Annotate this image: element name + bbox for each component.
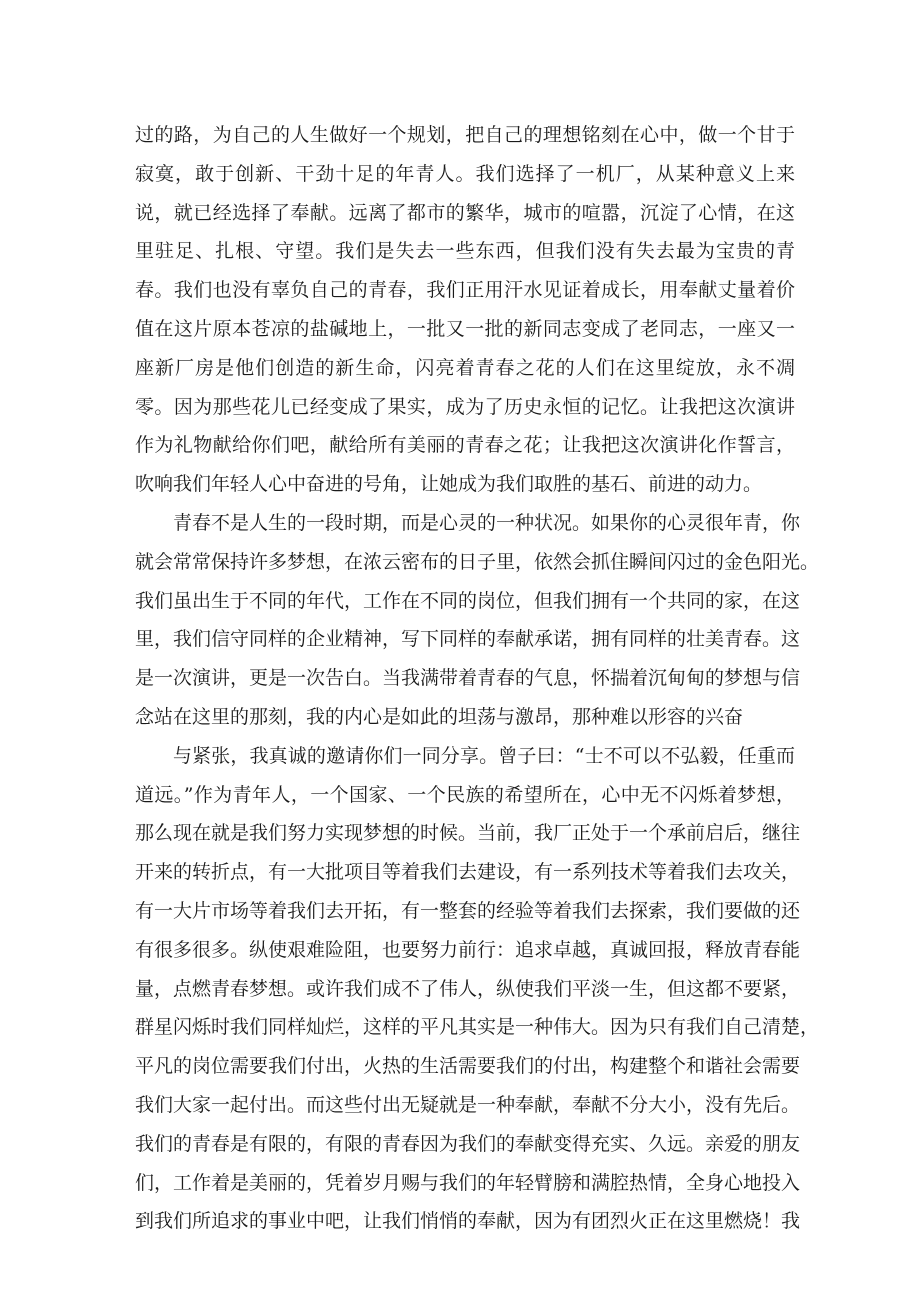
text-line: 念站在这里的那刻，我的内心是如此的坦荡与激昂，那种难以形容的兴奋	[135, 705, 744, 728]
text-line: 座新厂房是他们创造的新生命，闪亮着青春之花的人们在这里绽放，永不凋	[135, 356, 795, 379]
text-line: 到我们所追求的事业中吧，让我们悄悄的奉献，因为有团烈火正在这里燃烧！我	[135, 1210, 801, 1233]
text-line: 就会常常保持许多梦想，在浓云密布的日子里，依然会抓住瞬间闪过的金色阳光。	[135, 550, 820, 573]
paragraph-3	[135, 737, 820, 1241]
text-line: 们，工作着是美丽的，凭着岁月赐与我们的年轻臂膀和满腔热情，全身心地投入	[135, 1171, 801, 1194]
text-line: 与紧张，我真诚的邀请你们一同分享。曾子曰：“士不可以不弘毅，任重而	[173, 744, 795, 767]
text-line: 青春不是人生的一段时期，而是心灵的一种状况。如果你的心灵很年青，你	[173, 511, 801, 534]
text-line: 春。我们也没有辜负自己的青春，我们正用汗水见证着成长，用奉献丈量着价	[135, 279, 795, 302]
text-line: 有一大片市场等着我们去开拓，有一整套的经验等着我们去探索，我们要做的还	[135, 899, 801, 922]
text-line: 量，点燃青春梦想。或许我们成不了伟人，纵使我们平淡一生，但这都不要紧，	[135, 977, 801, 1000]
text-line: 平凡的岗位需要我们付出，火热的生活需要我们的付出，构建整个和谐社会需要	[135, 1055, 801, 1078]
text-line: 里，我们信守同样的企业精神，写下同样的奉献承诺，拥有同样的壮美青春。这	[135, 628, 801, 651]
text-line: 我们大家一起付出。而这些付出无疑就是一种奉献，奉献不分大小，没有先后。	[135, 1093, 801, 1116]
text-line: 群星闪烁时我们同样灿烂，这样的平凡其实是一种伟大。因为只有我们自己清楚，	[135, 1016, 820, 1039]
text-line: 里驻足、扎根、守望。我们是失去一些东西，但我们没有失去最为宝贵的青	[135, 240, 795, 263]
text-line: 寂寞，敢于创新、干劲十足的年青人。我们选择了一机厂，从某种意义上来	[135, 162, 795, 185]
text-line: 是一次演讲，更是一次告白。当我满带着青春的气息，怀揣着沉甸甸的梦想与信	[135, 667, 801, 690]
text-line: 我们的青春是有限的，有限的青春因为我们的奉献变得充实、久远。亲爱的朋友	[135, 1132, 801, 1155]
body-text	[135, 116, 820, 1241]
text-line: 那么现在就是我们努力实现梦想的时候。当前，我厂正处于一个承前启后，继往	[135, 822, 801, 845]
text-line: 吹响我们年轻人心中奋进的号角，让她成为我们取胜的基石、前进的动力。	[135, 473, 763, 496]
text-line: 有很多很多。纵使艰难险阻，也要努力前行：追求卓越，真诚回报，释放青春能	[135, 938, 801, 961]
text-line: 值在这片原本苍凉的盐碱地上，一批又一批的新同志变成了老同志，一座又一	[135, 317, 795, 340]
text-line: 我们虽出生于不同的年代，工作在不同的岗位，但我们拥有一个共同的家，在这	[135, 589, 801, 612]
paragraph-2	[135, 504, 820, 737]
text-line: 过的路，为自己的人生做好一个规划，把自己的理想铭刻在心中，做一个甘于	[135, 124, 795, 146]
text-line: 作为礼物献给你们吧，献给所有美丽的青春之花；让我把这次演讲化作誓言，	[135, 434, 795, 457]
text-line: 说，就已经选择了奉献。远离了都市的繁华，城市的喧嚣，沉淀了心情，在这	[135, 201, 795, 224]
text-line: 开来的转折点，有一大批项目等着我们去建设，有一系列技术等着我们去攻关，	[135, 861, 801, 884]
text-line: 零。因为那些花儿已经变成了果实，成为了历史永恒的记忆。让我把这次演讲	[135, 395, 795, 418]
text-line: 道远。”作为青年人，一个国家、一个民族的希望所在，心中无不闪烁着梦想，	[135, 783, 795, 806]
paragraph-1	[135, 116, 795, 504]
